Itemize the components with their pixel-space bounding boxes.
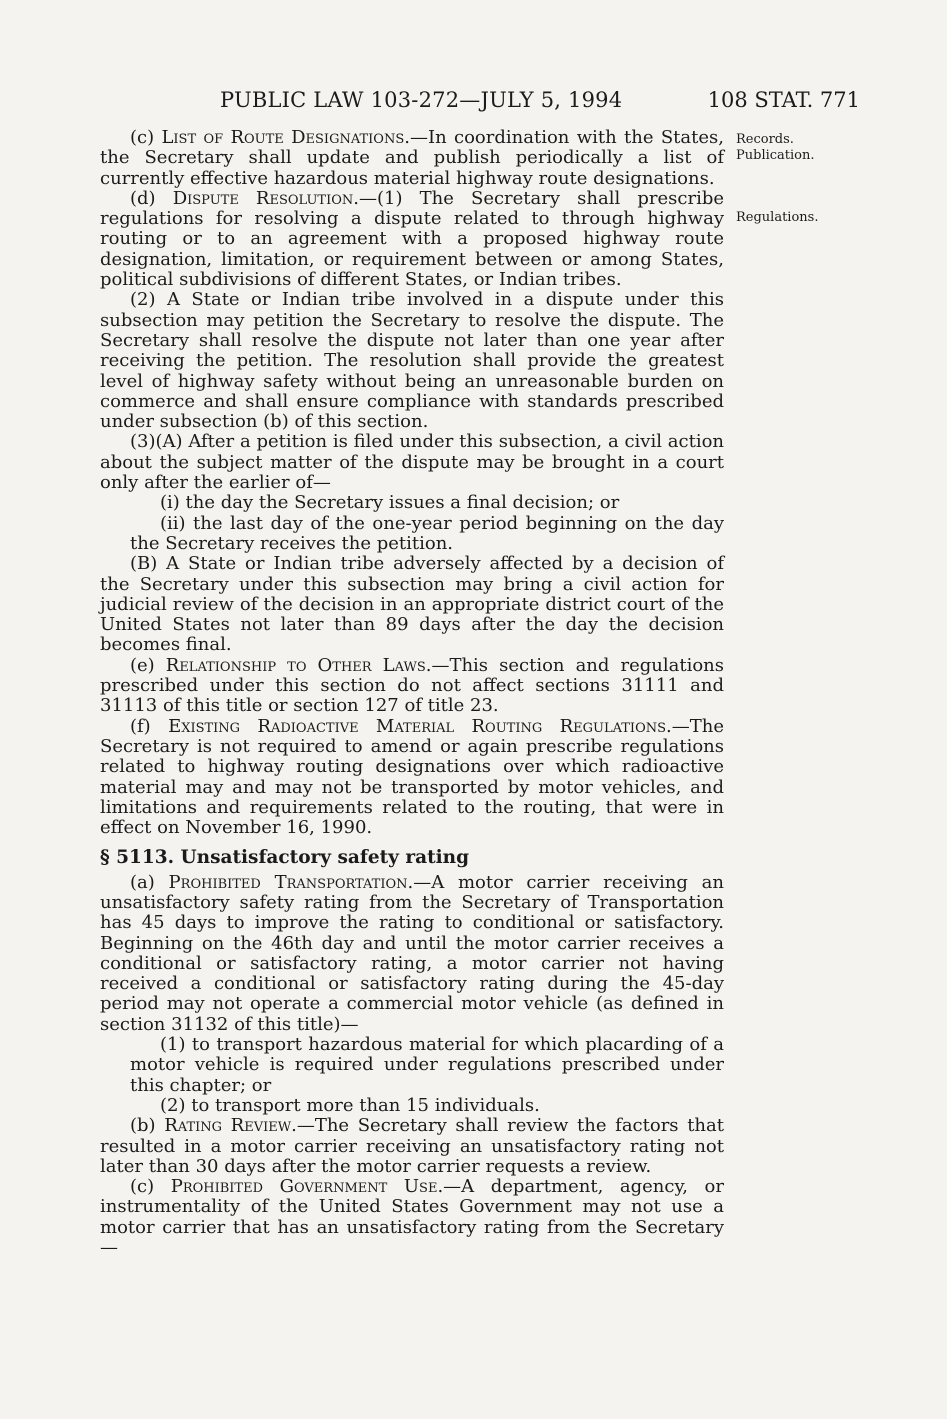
- section-5113-b-heading: Rating Review.: [164, 1115, 297, 1137]
- section-5113-b-text: —The Secretary shall review the factors that resulted in a motor carrier receiving an unsatisfactory rating not later than 30 days after the motor carrier requests a review.: [100, 1115, 724, 1177]
- paragraph-c-heading: List of Route Designations.: [161, 127, 410, 148]
- section-heading-5113: § 5113. Unsatisfactory safety rating: [100, 847, 470, 869]
- margin-note-publication: Publication.: [736, 148, 815, 163]
- section-5113-a-label: (a): [130, 871, 169, 893]
- statute-page-number: 108 STAT. 771: [707, 88, 860, 112]
- paragraph-f-heading: Existing Radioactive Material Routing Regulations.: [168, 715, 672, 737]
- paragraph-c: [100, 128, 724, 189]
- paragraph-d-text: —(1) The Secretary shall prescribe regulations for resolving a dispute related to through highway routing or to an agreement with a proposed highway route designation, limitation, or requirement between or among States, political subdivisions of different States, or Indian tribes.: [100, 187, 725, 291]
- section-5113-b: [100, 1116, 724, 1177]
- section-5113-c-heading: Prohibited Government Use.: [170, 1176, 444, 1198]
- section-5113-c-text: —A department, agency, or instrumentality of the United States Government may not use a motor carrier that has an unsatisfactory rating from the Secretary—: [100, 1176, 724, 1259]
- section-5113-c-label: (c): [130, 1176, 171, 1198]
- paragraph-e-text: —This section and regulations prescribed under this section do not affect sections 31111 and 31113 of this title or section 127 of title 23.: [100, 654, 724, 717]
- paragraph-d1: [100, 189, 724, 290]
- section-5113-a-heading: Prohibited Transportation.: [168, 871, 414, 893]
- paragraph-e: [100, 656, 724, 717]
- document-body: [100, 128, 724, 1258]
- header-title: PUBLIC LAW 103-272—JULY 5, 1994: [220, 88, 623, 112]
- section-5113-b-label: (b): [130, 1115, 165, 1137]
- paragraph-f-text: —The Secretary is not required to amend or again prescribe regulations related to highway routing designations over which radioactive material may and may not be transported by motor vehicles, and limitations and requirements related to the routing, that were in effect on November 16, 1990.: [100, 715, 724, 839]
- section-5113-a: [100, 873, 724, 1035]
- section-5113-c: [100, 1177, 724, 1258]
- paragraph-d-label: (d): [130, 187, 173, 209]
- paragraph-d3b: (B) A State or Indian tribe adversely affected by a decision of the Secretary under this subsection may bring a civil action for judicial review of the decision in an appropriate district court of the United States not later than 89 days after the day the decision becomes final.: [100, 553, 724, 656]
- margin-note-records-publication: [736, 132, 815, 164]
- paragraph-e-label: (e): [130, 654, 166, 676]
- section-5113-a2: (2) to transport more than 15 individuals.: [160, 1094, 540, 1116]
- page-header: [100, 88, 860, 118]
- paragraph-d2: (2) A State or Indian tribe involved in a dispute under this subsection may petition the Secretary to resolve the dispute. The Secretary shall resolve the dispute not later than one year after receiving the petition. The resolution shall provide the greatest level of highway safety without being an unreasonable burden on commerce and shall ensure compliance with standards prescribed under subsection (b) of this section.: [100, 289, 724, 433]
- section-5113-a-text: —A motor carrier receiving an unsatisfactory safety rating from the Secretary of Transportation has 45 days to improve the rating to conditional or satisfactory. Beginning on the 46th day and until the motor carrier receives a conditional or satisfactory rating, a motor carrier not having received a conditional or satisfactory rating during the 45-day period may not operate a commercial motor vehicle (as defined in section 31132 of this title)—: [100, 871, 724, 1035]
- paragraph-d3a: (3)(A) After a petition is filed under this subsection, a civil action about the subject matter of the dispute may be brought in a court only after the earlier of—: [100, 431, 724, 494]
- paragraph-c-text: —In coordination with the States, the Secretary shall update and publish periodically a list of currently effective hazardous material highway route designations.: [100, 127, 724, 189]
- paragraph-d-heading: Dispute Resolution.: [172, 187, 359, 209]
- paragraph-e-heading: Relationship to Other Laws.: [165, 654, 432, 676]
- margin-note-records: Records.: [736, 132, 794, 147]
- paragraph-d3a-ii: (ii) the last day of the one-year period beginning on the day the Secretary receives the petition.: [130, 512, 724, 554]
- section-5113-a1: (1) to transport hazardous material for which placarding of a motor vehicle is required under regulations prescribed under this chapter; or: [130, 1034, 724, 1096]
- paragraph-d3a-i: (i) the day the Secretary issues a final decision; or: [160, 492, 620, 514]
- paragraph-f-label: (f): [130, 715, 169, 737]
- paragraph-f: [100, 717, 724, 839]
- margin-note-regulations: Regulations.: [736, 210, 819, 225]
- paragraph-c-label: (c): [130, 127, 162, 148]
